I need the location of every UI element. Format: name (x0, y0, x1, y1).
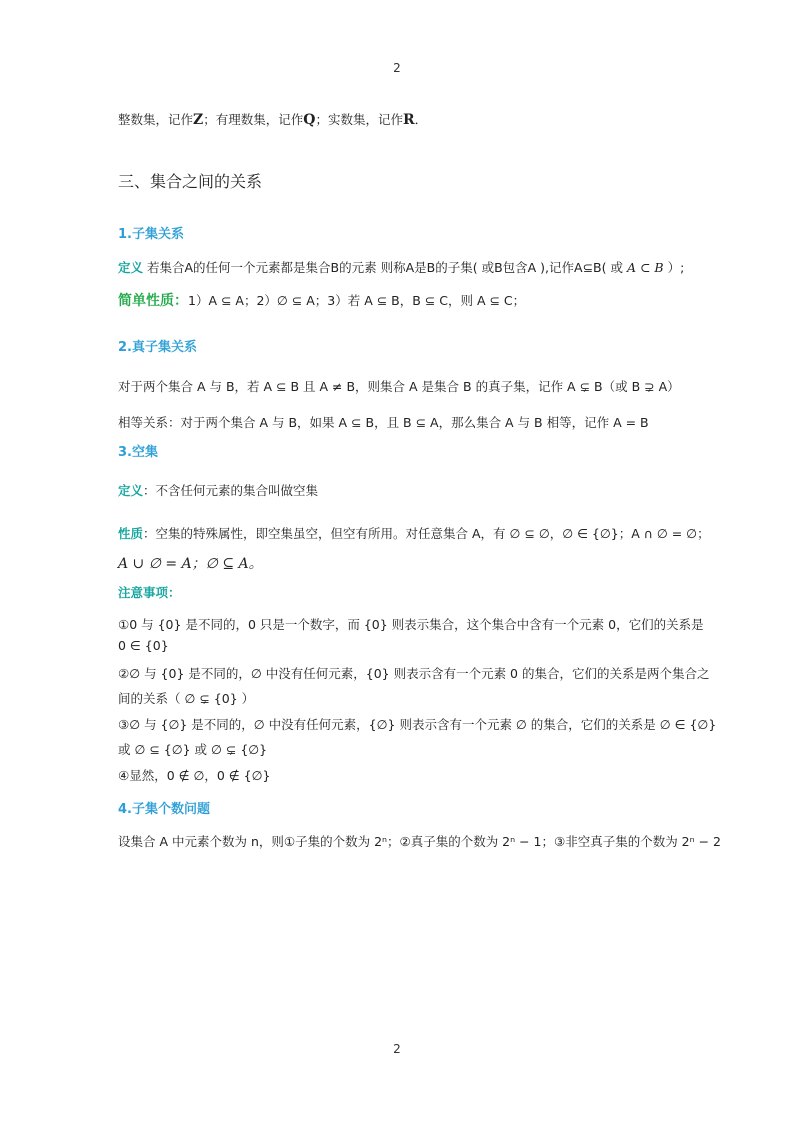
empty-properties-text: ：空集的特殊属性，即空集虽空，但空有所用。对任意集合 A，有 ∅ ⊆ ∅，∅ ∈ {∅}；A ∩ ∅ = ∅； (143, 526, 710, 541)
note-1-cont: 0 ∈ {0} (118, 638, 169, 653)
intro-line (118, 110, 427, 128)
definition-text: 若集合A的任何一个元素都是集合B的元素 则称A是B的子集( 或B包含A ),记作A⊆B( 或 (147, 260, 623, 275)
empty-definition-text: ：不含任何元素的集合叫做空集 (143, 483, 319, 498)
equality-line: 相等关系：对于两个集合 A 与 B，如果 A ⊆ B，且 B ⊆ A，那么集合 A 与 B 相等，记作 A = B (118, 415, 649, 430)
intro-text-2: ；有理数集，记作 (203, 112, 304, 127)
subsection-title-subset: 1.子集关系 (118, 227, 184, 242)
definition-end: ）; (667, 260, 685, 275)
subset-properties (118, 290, 525, 310)
empty-definition-label: 定义 (118, 483, 144, 498)
footer-page-number: 2 (393, 1042, 401, 1056)
subsection-title-subset-count: 4.子集个数问题 (118, 802, 210, 817)
section-title: 三、集合之间的关系 (118, 172, 263, 191)
symbol-q: Q (303, 112, 316, 128)
note-2: ②∅ 与 {0} 是不同的，∅ 中没有任何元素，{0} 则表示含有一个元素 0 的集合，它们的关系是两个集合之 (118, 666, 710, 681)
header-page-number: 2 (393, 61, 401, 75)
empty-set-properties-cont: A ∪ ∅ = A；∅ ⊆ A。 (118, 556, 263, 572)
symbol-z: Z (193, 112, 204, 128)
proper-subset-line: 对于两个集合 A 与 B，若 A ⊆ B 且 A ≠ B，则集合 A 是集合 B 的真子集，记作 A ⊊ B（或 B ⊋ A） (118, 379, 680, 394)
note-1: ①0 与 {0} 是不同的，0 只是一个数字，而 {0} 则表示集合，这个集合中含有一个元素 0，它们的关系是 (118, 617, 704, 632)
subsection-title-proper-subset: 2.真子集关系 (118, 340, 197, 355)
definition-math: A ⊂ B (626, 260, 664, 275)
subset-count-line: 设集合 A 中元素个数为 n，则①子集的个数为 2ⁿ；②真子集的个数为 2ⁿ − 1；③非空真子集的个数为 2ⁿ − 2 (118, 834, 721, 849)
note-3-cont: 或 ∅ ⊆ {∅} 或 ∅ ⊊ {∅} (118, 742, 268, 757)
empty-set-definition (118, 481, 318, 499)
note-2-cont: 间的关系（ ∅ ⊊ {0} ） (118, 691, 255, 706)
notes-label: 注意事项： (118, 585, 181, 600)
note-4: ④显然，0 ∉ ∅，0 ∉ {∅} (118, 768, 271, 783)
symbol-r: R (402, 112, 415, 128)
empty-set-properties (118, 524, 710, 542)
note-3: ③∅ 与 {∅} 是不同的，∅ 中没有任何元素，{∅} 则表示含有一个元素 ∅ 的集合，它们的关系是 ∅ ∈ {∅} (118, 717, 717, 732)
properties-label: 简单性质： (118, 293, 188, 309)
properties-text: 1）A ⊆ A；2）∅ ⊆ A；3）若 A ⊆ B，B ⊆ C，则 A ⊆ C； (188, 293, 526, 308)
subset-definition (118, 258, 684, 276)
subsection-title-empty-set: 3.空集 (118, 445, 158, 460)
intro-text-4: ． (414, 112, 428, 127)
definition-label: 定义 (118, 260, 144, 275)
intro-text-3: ；实数集，记作 (315, 112, 403, 127)
intro-text-1: 整数集，记作 (118, 112, 194, 127)
empty-properties-label: 性质 (118, 526, 144, 541)
